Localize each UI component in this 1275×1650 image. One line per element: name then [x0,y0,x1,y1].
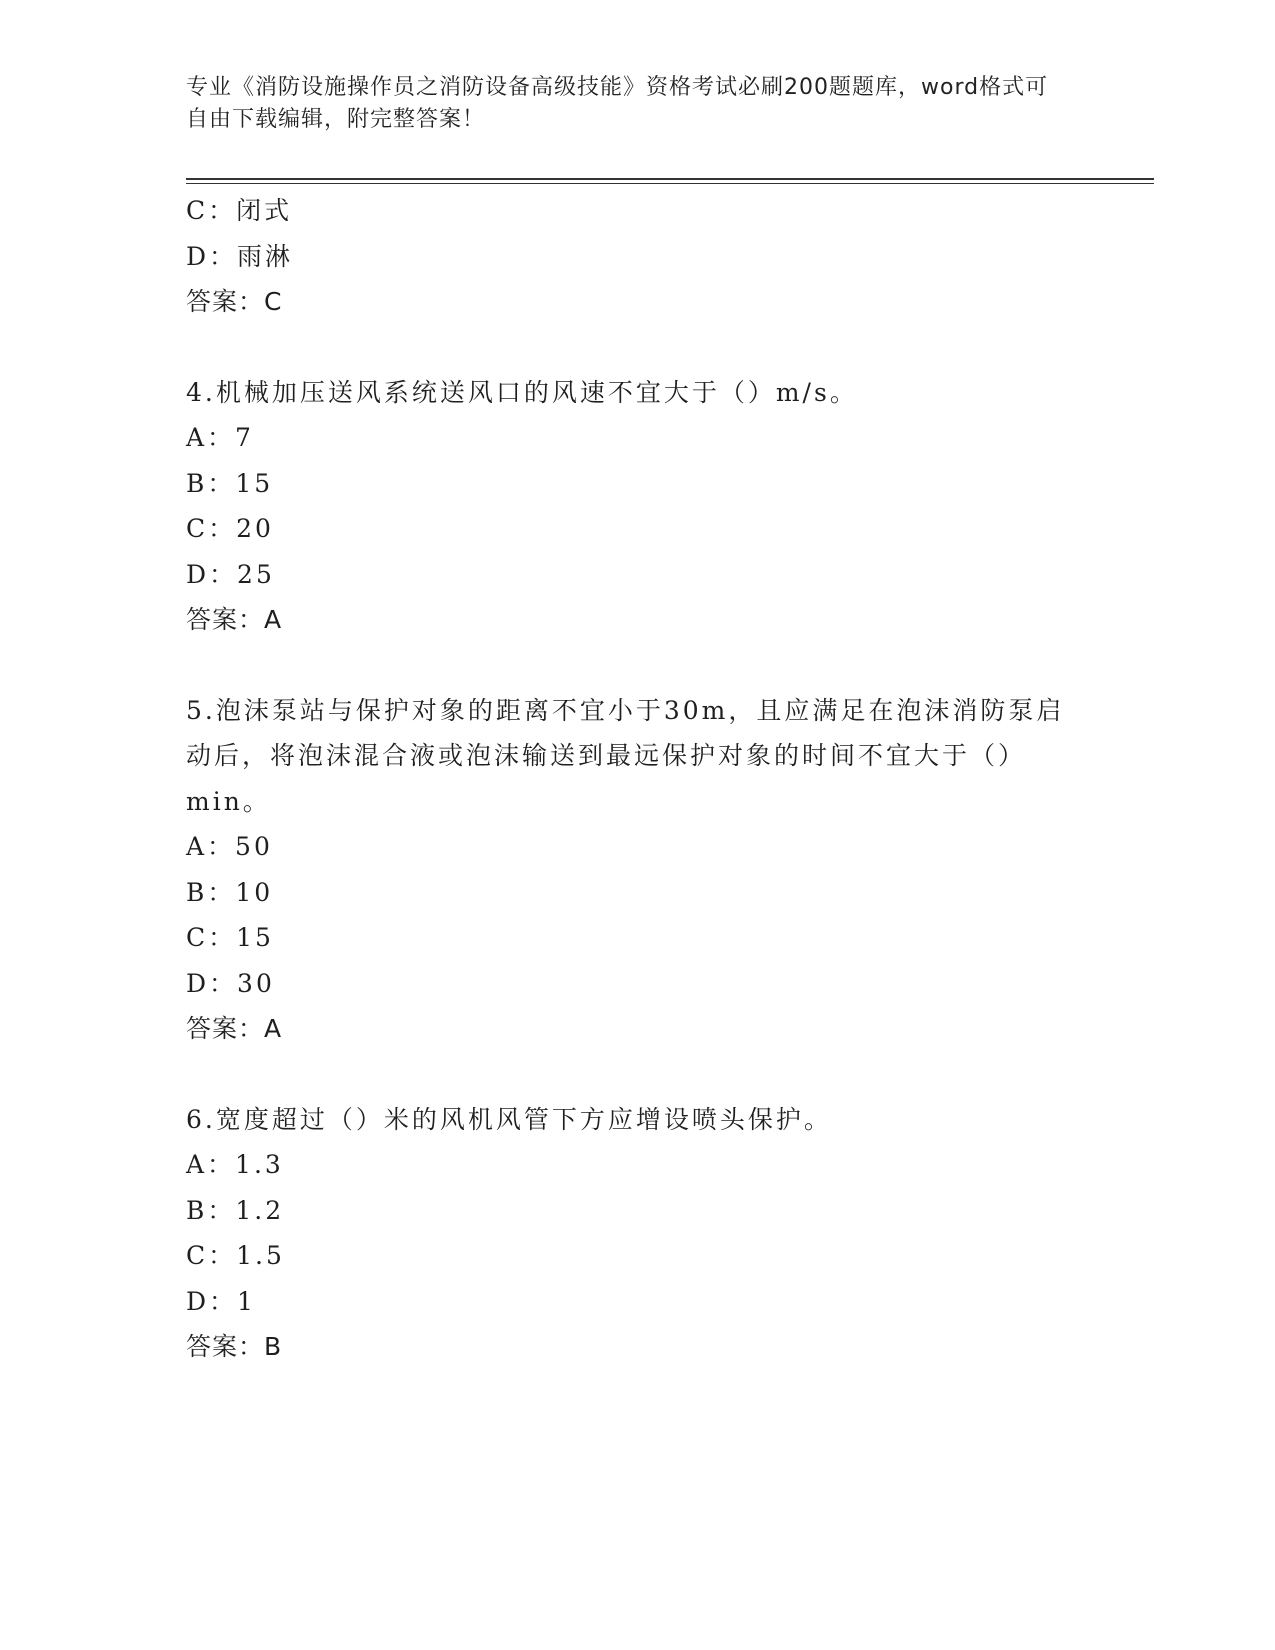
option-a: A：50 [186,832,273,861]
answer-line: 答案：B [186,1332,283,1361]
option-b: B：1.2 [186,1195,285,1225]
document-header: 专业《消防设施操作员之消防设备高级技能》资格考试必刷200题题库，word格式可自由下载编辑，附完整答案！ [186,75,1049,132]
question-stem: 4.机械加压送风系统送风口的风速不宜大于（）m/s。 [186,377,858,407]
option-d: D：雨淋 [186,241,294,271]
option-c: C：20 [186,514,274,543]
option-a: A：1.3 [186,1150,284,1179]
option-a: A：7 [186,423,254,452]
spacer [186,325,1086,370]
question-5 [186,688,1086,1052]
option-c: C：闭式 [186,196,293,225]
option-b: B：15 [186,468,274,498]
question-partial [186,188,1086,325]
question-6 [186,1097,1086,1370]
question-stem: 6.宽度超过（）米的风机风管下方应增设喷头保护。 [186,1104,832,1134]
question-stem-line-1: 5.泡沫泵站与保护对象的距离不宜小于30m，且应满足在泡沫消防泵启 [186,695,1065,725]
spacer [186,643,1086,688]
option-c: C：15 [186,923,274,952]
option-d: D：25 [186,559,275,589]
answer-line: 答案：A [186,1014,283,1043]
header-divider-bottom [186,183,1154,184]
question-stem-line-3: min。 [186,786,271,816]
question-stem-line-2: 动后，将泡沫混合液或泡沫输送到最远保护对象的时间不宜大于（） [186,741,1027,770]
option-d: D：30 [186,968,275,998]
option-d: D：1 [186,1286,256,1316]
spacer [186,1052,1086,1097]
question-list [186,188,1086,1370]
answer-line: 答案：C [186,287,283,316]
question-4 [186,370,1086,643]
header-divider-top [186,178,1154,180]
option-c: C：1.5 [186,1241,285,1270]
answer-line: 答案：A [186,605,283,634]
option-b: B：10 [186,877,274,907]
